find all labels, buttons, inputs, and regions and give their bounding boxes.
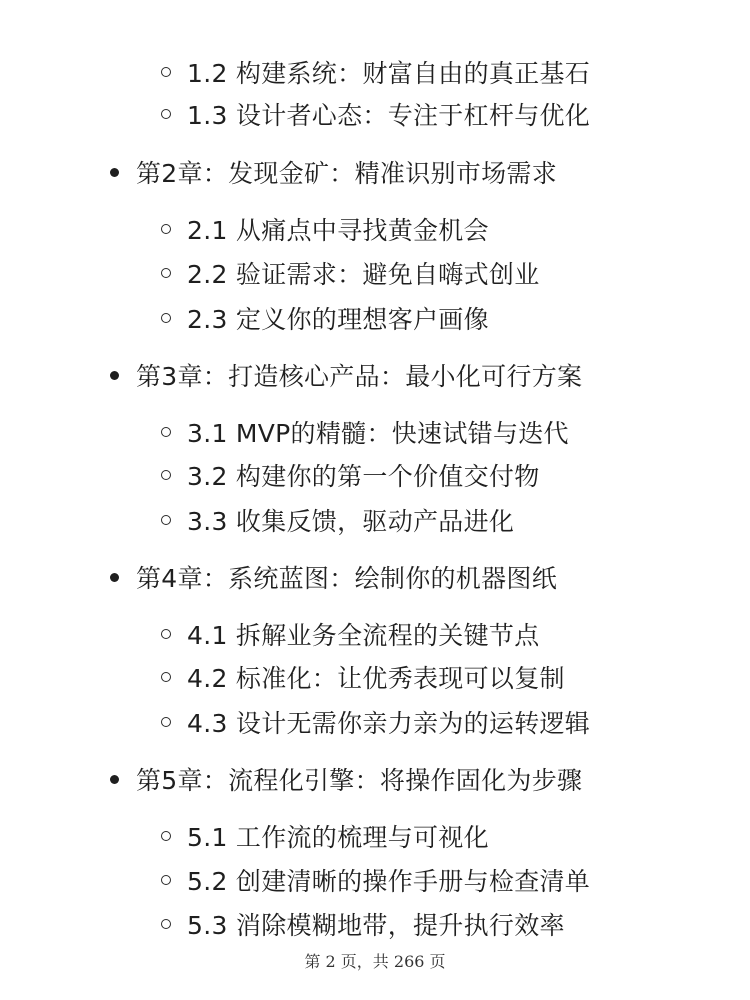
hollow-bullet-icon: [161, 672, 171, 682]
hollow-bullet-icon: [161, 313, 171, 323]
filled-bullet-icon: [110, 573, 119, 582]
hollow-bullet-icon: [161, 919, 171, 929]
toc-chapter-item: [110, 557, 557, 597]
filled-bullet-icon: [110, 168, 119, 177]
toc-section-item: [161, 500, 514, 540]
toc-section-item: [161, 455, 540, 495]
toc-section-text: 4.3 设计无需你亲力亲为的运转逻辑: [187, 709, 591, 738]
toc-section-text: 4.2 标准化：让优秀表现可以复制: [187, 664, 565, 693]
toc-chapter-item: [110, 355, 582, 395]
toc-section-text: 3.3 收集反馈，驱动产品进化: [187, 507, 515, 536]
toc-section-item: [161, 614, 540, 654]
page-number-footer: 第 2 页，共 266 页: [304, 952, 446, 971]
filled-bullet-icon: [110, 371, 119, 380]
hollow-bullet-icon: [161, 717, 171, 727]
toc-chapter-item: [110, 759, 582, 799]
toc-section-item: [161, 904, 565, 944]
hollow-bullet-icon: [161, 268, 171, 278]
toc-chapter-text: 第4章：系统蓝图：绘制你的机器图纸: [136, 564, 558, 593]
toc-section-item: [161, 253, 540, 293]
toc-chapter-text: 第3章：打造核心产品：最小化可行方案: [136, 362, 583, 391]
filled-bullet-icon: [110, 775, 119, 784]
hollow-bullet-icon: [161, 875, 171, 885]
toc-section-item: [161, 94, 590, 134]
toc-section-text: 2.1 从痛点中寻找黄金机会: [187, 216, 489, 245]
hollow-bullet-icon: [161, 470, 171, 480]
toc-section-text: 1.3 设计者心态：专注于杠杆与优化: [187, 101, 591, 130]
toc-section-text: 3.2 构建你的第一个价值交付物: [187, 462, 540, 491]
toc-section-item: [161, 657, 565, 697]
hollow-bullet-icon: [161, 629, 171, 639]
hollow-bullet-icon: [161, 515, 171, 525]
toc-section-text: 1.2 构建系统：财富自由的真正基石: [187, 59, 591, 88]
hollow-bullet-icon: [161, 224, 171, 234]
toc-section-text: 3.1 MVP的精髓：快速试错与迭代: [187, 419, 569, 448]
hollow-bullet-icon: [161, 109, 171, 119]
toc-section-item: [161, 209, 489, 249]
toc-chapter-text: 第5章：流程化引擎：将操作固化为步骤: [136, 766, 583, 795]
hollow-bullet-icon: [161, 831, 171, 841]
toc-section-text: 2.2 验证需求：避免自嗨式创业: [187, 260, 540, 289]
toc-section-item: [161, 816, 489, 856]
toc-section-text: 5.2 创建清晰的操作手册与检查清单: [187, 867, 591, 896]
toc-section-text: 2.3 定义你的理想客户画像: [187, 305, 489, 334]
toc-section-text: 4.1 拆解业务全流程的关键节点: [187, 621, 540, 650]
toc-section-item: [161, 860, 590, 900]
toc-section-item: [161, 298, 489, 338]
toc-section-text: 5.1 工作流的梳理与可视化: [187, 823, 489, 852]
toc-section-item: [161, 702, 590, 742]
toc-section-text: 5.3 消除模糊地带，提升执行效率: [187, 911, 565, 940]
hollow-bullet-icon: [161, 67, 171, 77]
toc-section-item: [161, 52, 590, 92]
toc-section-item: [161, 412, 569, 452]
toc-chapter-text: 第2章：发现金矿：精准识别市场需求: [136, 159, 558, 188]
hollow-bullet-icon: [161, 427, 171, 437]
toc-chapter-item: [110, 152, 557, 192]
